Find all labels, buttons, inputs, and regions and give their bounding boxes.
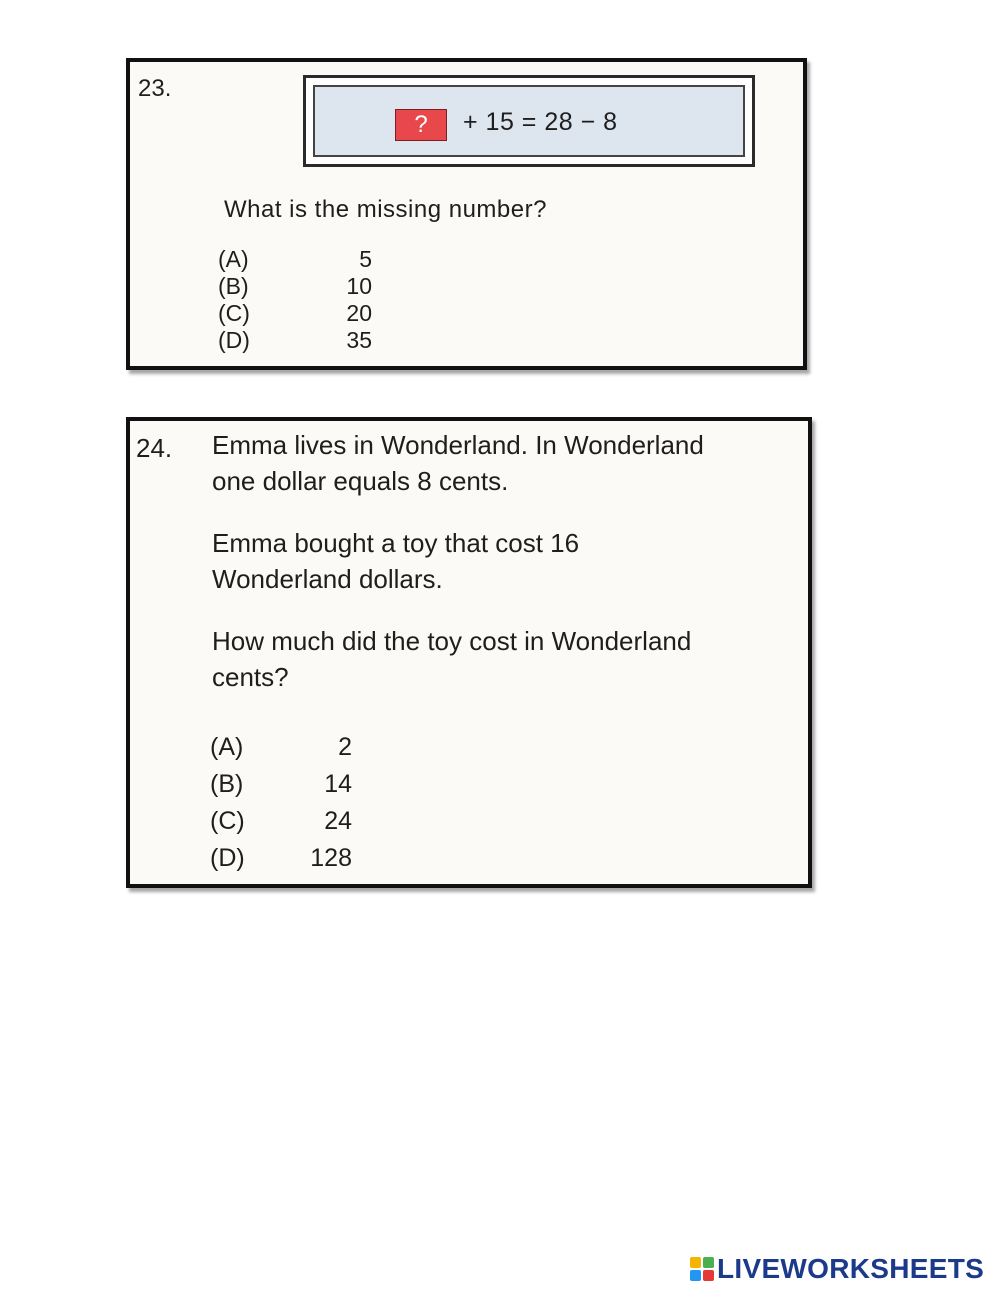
brand-name: LIVEWORKSHEETS — [717, 1253, 985, 1284]
missing-number-box: ? — [395, 109, 447, 141]
paragraph-line: How much did the toy cost in Wonderland — [212, 626, 692, 656]
logo-grid-icon — [690, 1257, 714, 1281]
option-value: 128 — [310, 844, 352, 872]
equation-box — [303, 75, 755, 167]
paragraph-line: one dollar equals 8 cents. — [212, 466, 509, 496]
paragraph-line: Emma lives in Wonderland. In Wonderland — [212, 430, 704, 460]
option-value: 24 — [324, 807, 352, 835]
question-number: 24. — [136, 433, 173, 463]
logo-square — [703, 1270, 714, 1281]
question-paragraph — [212, 525, 802, 597]
option-letter: (B) — [218, 273, 249, 299]
equation-text: + 15 = 28 − 8 — [463, 108, 618, 136]
question-prompt: What is the missing number? — [224, 196, 547, 223]
option-letter: (C) — [218, 300, 250, 326]
logo-square — [690, 1257, 701, 1268]
option-value: 35 — [346, 327, 372, 353]
question-number: 23. — [138, 75, 172, 102]
question-paragraph — [212, 623, 802, 695]
option-letter: (B) — [210, 770, 244, 798]
option-value: 14 — [324, 770, 352, 798]
equation-panel — [313, 85, 745, 157]
option-letter: (A) — [218, 246, 249, 272]
option-value: 10 — [346, 273, 372, 299]
question-24-card — [126, 417, 812, 888]
paragraph-line: Wonderland dollars. — [212, 564, 443, 594]
option-letter: (C) — [210, 807, 245, 835]
paragraph-line: Emma bought a toy that cost 16 — [212, 528, 580, 558]
option-letter: (D) — [218, 327, 250, 353]
option-value: 5 — [359, 246, 372, 272]
paragraph-line: cents? — [212, 662, 289, 692]
logo-square — [703, 1257, 714, 1268]
option-letter: (A) — [210, 733, 244, 761]
liveworksheets-logo[interactable] — [690, 1254, 984, 1284]
option-value: 20 — [346, 300, 372, 326]
option-letter: (D) — [210, 844, 245, 872]
logo-square — [690, 1270, 701, 1281]
option-value: 2 — [338, 733, 352, 761]
question-paragraph — [212, 427, 802, 499]
question-23-card — [126, 58, 807, 370]
